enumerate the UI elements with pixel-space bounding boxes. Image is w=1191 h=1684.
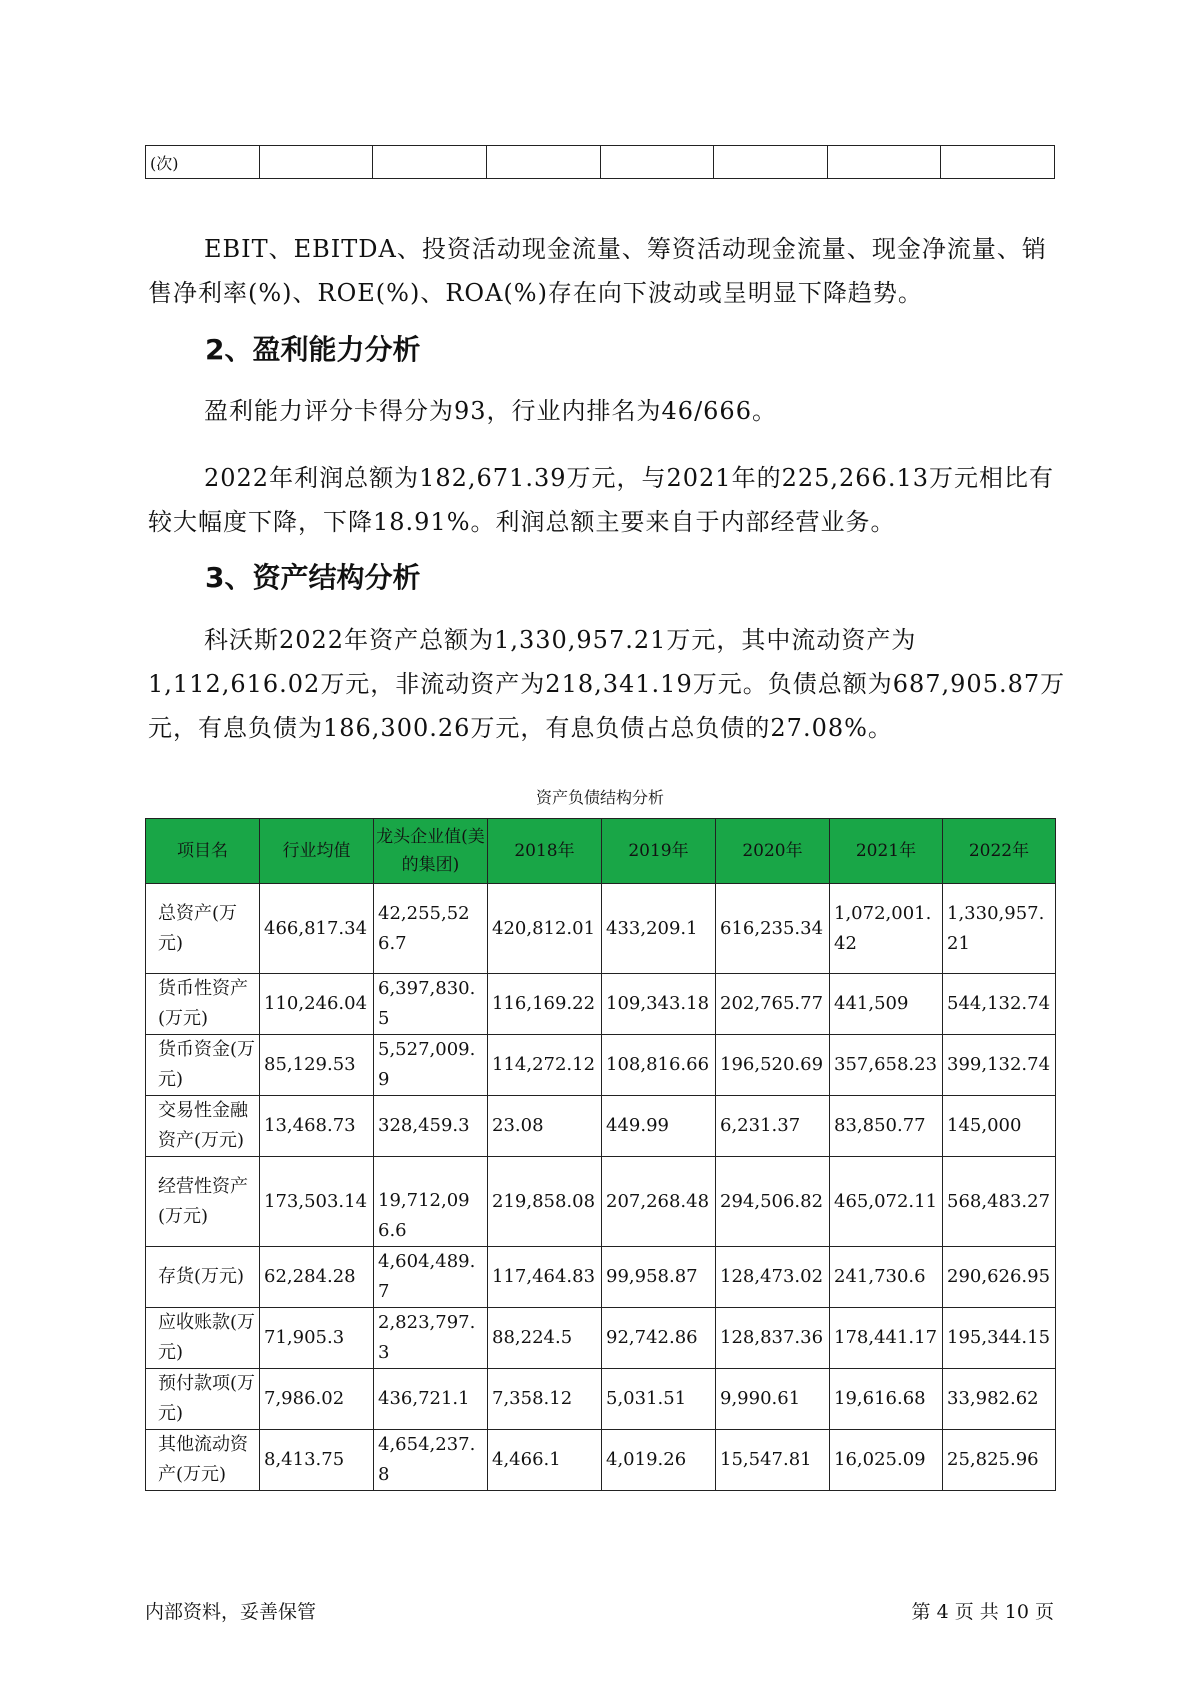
value-cell: 109,343.18 [602, 974, 716, 1035]
column-header: 2019年 [602, 819, 716, 884]
table-cell [827, 146, 941, 179]
value-cell: 114,272.12 [488, 1035, 602, 1096]
value-cell: 5,527,009.9 [374, 1035, 488, 1096]
table-cell [714, 146, 828, 179]
value-cell: 16,025.09 [830, 1430, 943, 1491]
value-cell: 241,730.6 [830, 1247, 943, 1308]
value-cell: 357,658.23 [830, 1035, 943, 1096]
value-cell: 616,235.34 [716, 884, 830, 974]
table-row [146, 1308, 1056, 1369]
value-cell: 290,626.95 [943, 1247, 1056, 1308]
value-cell: 568,483.27 [943, 1157, 1056, 1247]
value-cell: 173,503.14 [260, 1157, 374, 1247]
column-header: 2022年 [943, 819, 1056, 884]
value-cell: 92,742.86 [602, 1308, 716, 1369]
value-cell: 8,413.75 [260, 1430, 374, 1491]
value-cell: 544,132.74 [943, 974, 1056, 1035]
value-cell: 294,506.82 [716, 1157, 830, 1247]
value-cell: 4,019.26 [602, 1430, 716, 1491]
value-cell: 465,072.11 [830, 1157, 943, 1247]
column-header: 2020年 [716, 819, 830, 884]
value-cell: 9,990.61 [716, 1369, 830, 1430]
value-cell: 19,616.68 [830, 1369, 943, 1430]
row-label-cell: 交易性金融资产(万元) [146, 1096, 260, 1157]
value-cell: 6,231.37 [716, 1096, 830, 1157]
value-cell: 441,509 [830, 974, 943, 1035]
value-cell: 420,812.01 [488, 884, 602, 974]
column-header: 龙头企业值(美的集团) [374, 819, 488, 884]
value-cell: 128,473.02 [716, 1247, 830, 1308]
footer-page-number: 第 4 页 共 10 页 [911, 1601, 1054, 1623]
value-cell: 7,986.02 [260, 1369, 374, 1430]
value-cell: 23.08 [488, 1096, 602, 1157]
value-cell: 85,129.53 [260, 1035, 374, 1096]
table-cell [941, 146, 1055, 179]
table-row [146, 1247, 1056, 1308]
table-row [146, 1096, 1056, 1157]
paragraph-profit: 2022年利润总额为182,671.39万元，与2021年的225,266.13万元相比有较大幅度下降，下降18.91%。利润总额主要来自于内部经营业务。 [148, 464, 1054, 536]
value-cell: 328,459.3 [374, 1096, 488, 1157]
value-cell: 219,858.08 [488, 1157, 602, 1247]
table-row [146, 1369, 1056, 1430]
value-cell: 88,224.5 [488, 1308, 602, 1369]
column-header: 2018年 [488, 819, 602, 884]
value-cell: 4,654,237.8 [374, 1430, 488, 1491]
value-cell: 178,441.17 [830, 1308, 943, 1369]
row-label-cell: 经营性资产(万元) [146, 1157, 260, 1247]
paragraph-score: 盈利能力评分卡得分为93，行业内排名为46/666。 [204, 397, 777, 425]
value-cell: 33,982.62 [943, 1369, 1056, 1430]
value-cell: 5,031.51 [602, 1369, 716, 1430]
value-cell: 116,169.22 [488, 974, 602, 1035]
value-cell: 99,958.87 [602, 1247, 716, 1308]
value-cell: 399,132.74 [943, 1035, 1056, 1096]
table-row [146, 1430, 1056, 1491]
value-cell: 110,246.04 [260, 974, 374, 1035]
table-cell [486, 146, 600, 179]
value-cell: 449.99 [602, 1096, 716, 1157]
section-heading-profitability: 2、盈利能力分析 [205, 333, 421, 366]
value-cell: 466,817.34 [260, 884, 374, 974]
table-row [146, 146, 1055, 179]
value-cell: 2,823,797.3 [374, 1308, 488, 1369]
value-cell: 15,547.81 [716, 1430, 830, 1491]
value-cell: 7,358.12 [488, 1369, 602, 1430]
row-label-cell: 存货(万元) [146, 1247, 260, 1308]
value-cell: 4,466.1 [488, 1430, 602, 1491]
paragraph-assets: 科沃斯2022年资产总额为1,330,957.21万元，其中流动资产为1,112,616.02万元，非流动资产为218,341.19万元。负债总额为687,905.87万元，有息负债为186,300.26万元，有息负债占总负债的27.08%。 [148, 626, 1066, 742]
value-cell: 195,344.15 [943, 1308, 1056, 1369]
row-label-cell: 货币资金(万元) [146, 1035, 260, 1096]
table-header-row [146, 819, 1056, 884]
paragraph-trend: EBIT、EBITDA、投资活动现金流量、筹资活动现金流量、现金净流量、销售净利率(%)、ROE(%)、ROA(%)存在向下波动或呈明显下降趋势。 [148, 235, 1047, 307]
row-label-cell: 货币性资产(万元) [146, 974, 260, 1035]
value-cell: 62,284.28 [260, 1247, 374, 1308]
value-cell: 128,837.36 [716, 1308, 830, 1369]
row-label-cell: 总资产(万元) [146, 884, 260, 974]
table-cell [259, 146, 373, 179]
table-caption: 资产负债结构分析 [535, 788, 664, 807]
value-cell: 1,072,001.42 [830, 884, 943, 974]
row-label-cell: 其他流动资产(万元) [146, 1430, 260, 1491]
value-cell: 108,816.66 [602, 1035, 716, 1096]
value-cell: 196,520.69 [716, 1035, 830, 1096]
table-cell: (次) [146, 146, 260, 179]
row-label-cell: 预付款项(万元) [146, 1369, 260, 1430]
value-cell: 433,209.1 [602, 884, 716, 974]
column-header: 行业均值 [260, 819, 374, 884]
value-cell: 145,000 [943, 1096, 1056, 1157]
table-row [146, 1157, 1056, 1247]
value-cell: 13,468.73 [260, 1096, 374, 1157]
value-cell: 117,464.83 [488, 1247, 602, 1308]
table-row [146, 1035, 1056, 1096]
table-row [146, 974, 1056, 1035]
value-cell: 207,268.48 [602, 1157, 716, 1247]
table-cell [373, 146, 487, 179]
balance-structure-table [145, 818, 1056, 1491]
value-cell: 202,765.77 [716, 974, 830, 1035]
section-heading-asset-structure: 3、资产结构分析 [205, 561, 421, 594]
column-header: 项目名 [146, 819, 260, 884]
value-cell: 83,850.77 [830, 1096, 943, 1157]
value-cell: 25,825.96 [943, 1430, 1056, 1491]
value-cell: 4,604,489.7 [374, 1247, 488, 1308]
row-label-cell: 应收账款(万元) [146, 1308, 260, 1369]
table-row [146, 884, 1056, 974]
table-cell [600, 146, 714, 179]
column-header: 2021年 [830, 819, 943, 884]
value-cell: 1,330,957.21 [943, 884, 1056, 974]
value-cell: 19,712,096.6 [374, 1157, 488, 1247]
value-cell: 42,255,526.7 [374, 884, 488, 974]
continued-table-fragment [145, 145, 1055, 179]
value-cell: 71,905.3 [260, 1308, 374, 1369]
value-cell: 6,397,830.5 [374, 974, 488, 1035]
footer-confidential-note: 内部资料，妥善保管 [145, 1601, 317, 1623]
value-cell: 436,721.1 [374, 1369, 488, 1430]
table-body [146, 884, 1056, 1491]
